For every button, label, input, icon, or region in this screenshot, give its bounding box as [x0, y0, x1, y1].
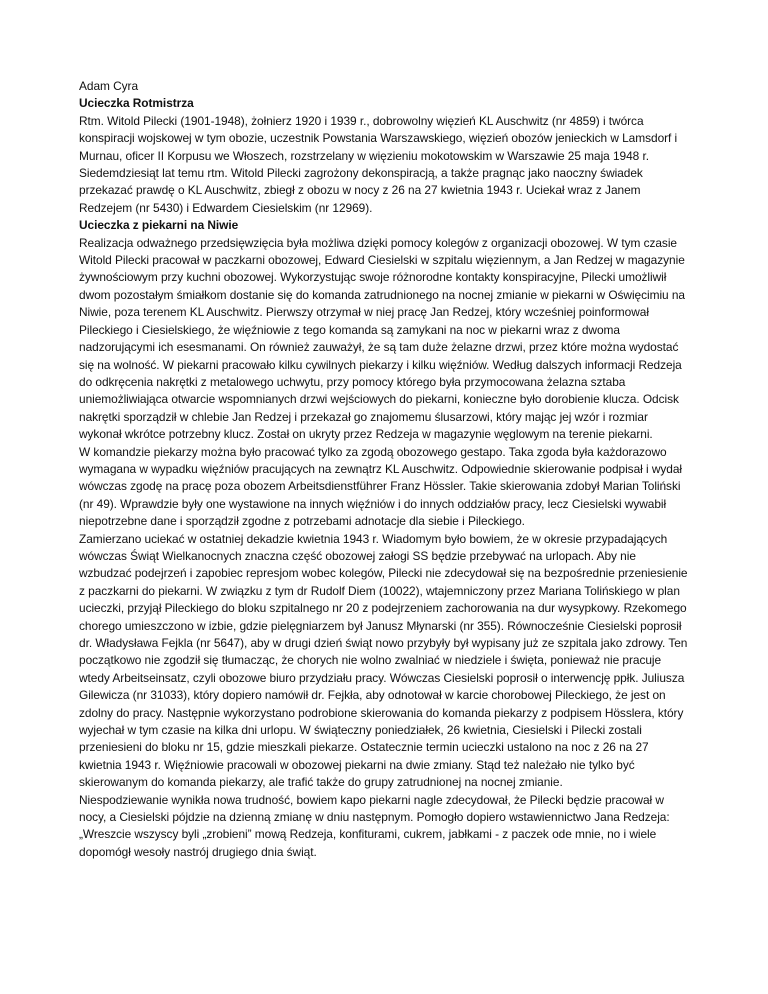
body-paragraph: Zamierzano uciekać w ostatniej dekadzie kwietnia 1943 r. Wiadomym było bowiem, że w okresie przypadających wówczas Świąt Wielkanocnych znaczna część obozowej załogi SS będzie przebywać na urlopach. Aby nie wzbudzać podejrzeń i zapobiec represjom wobec kolegów, Pilecki nie zdecydował się na bezpośrednie przeniesienie z paczkarni do piekarni. W związku z tym dr Rudolf Diem (10022), wtajemniczony przez Mariana Tolińskiego w plan ucieczki, przyjął Pileckiego do bloku szpitalnego nr 20 z podejrzeniem zachorowania na dur wysypkowy. Rzekomego chorego umieszczono w izbie, gdzie pielęgniarzem był Janusz Młynarski (nr 355). Równocześnie Ciesielski poprosił dr. Władysława Fejkla (nr 5647), aby w drugi dzień świąt nowo przybyły był wypisany już ze szpitala jako zdrowy. Ten początkowo nie zgodził się tłumacząc, że chorych nie wolno zwalniać w niedziele i święta, ponieważ nie pracuje wtedy Arbeitseinsatz, czyli obozowe biuro przydziału pracy. Wówczas Ciesielski poprosił o interwencję ppłk. Juliusza Gilewicza (nr 31033), który dopiero namówił dr. Fejkła, aby odnotował w karcie chorobowej Pileckiego, że jest on zdolny do pracy. Następnie wykorzystano podrobione skierowania do komanda piekarzy z podpisem Hösslera, który wyjechał w tym czasie na kilka dni urlopu. W świąteczny poniedziałek, 26 kwietnia, Ciesielski i Pilecki zostali przeniesieni do bloku nr 15, gdzie mieszkali piekarze. Ostatecznie termin ucieczki ustalono na noc z 26 na 27 kwietnia 1943 r. Więźniowie pracowali w obozowej piekarni na dwie zmiany. Stąd też należało nie tylko być skierowanym do komanda piekarzy, ale trafić także do grupy zatrudnionej na nocnej zmianie. — [79, 531, 688, 790]
document-title: Ucieczka Rotmistrza — [79, 96, 194, 111]
body-paragraph: W komandzie piekarzy można było pracować tylko za zgodą obozowego gestapo. Taka zgoda była każdorazowo wymagana w wypadku więźniów pracujących na zewnątrz KL Auschwitz. Odpowiednie skierowanie podpisał i wydał wówczas zgodę na pracę poza obozem Arbeitsdienstführer Franz Hössler. Takie skierowania zdobył Marian Toliński (nr 49). Wprawdzie były one wystawione na innych więźniów i do innych oddziałów pracy, lecz Ciesielski wywabił niepotrzebne dane i sporządził zgodne z potrzebami adnotacje dla siebie i Pileckiego. — [79, 444, 682, 529]
document-body — [79, 78, 689, 861]
author-name: Adam Cyra — [79, 79, 139, 93]
section-heading: Ucieczka z piekarni na Niwie — [79, 218, 239, 233]
intro-paragraph: Rtm. Witold Pilecki (1901-1948), żołnierz 1920 i 1939 r., dobrowolny więzień KL Auschwitz (nr 4859) i twórca konspiracji wojskowej w tym obozie, uczestnik Powstania Warszawskiego, więzień obozów jenieckich w Lamsdorf i Murnau, oficer II Korpusu we Włoszech, rozstrzelany w więzieniu mokotowskim w Warszawie 25 maja 1948 r. — [79, 113, 678, 163]
body-paragraph: Niespodziewanie wynikła nowa trudność, bowiem kapo piekarni nagle zdecydował, że Pilecki będzie pracował w nocy, a Ciesielski pójdzie na dzienną zmianę w dniu następnym. Pomogło dopiero wstawiennictwo Jana Redzeja: „Wreszcie wszyscy byli „zrobieni” mową Redzeja, konfiturami, cukrem, jabłkami - z paczek ode mnie, no i wiele dopomógł wesoły nastrój drugiego dnia świąt. — [79, 792, 670, 859]
summary-paragraph: Siedemdziesiąt lat temu rtm. Witold Pilecki zagrożony dekonspiracją, a także pragnąc jako naoczny świadek przekazać prawdę o KL Auschwitz, zbiegł z obozu w nocy z 26 na 27 kwietnia 1943 r. Uciekał wraz z Janem Redzejem (nr 5430) i Edwardem Ciesielskim (nr 12969). — [79, 166, 643, 215]
body-paragraph: Realizacja odważnego przedsięwzięcia była możliwa dzięki pomocy kolegów z organizacji obozowej. W tym czasie Witold Pilecki pracował w paczkarni obozowej, Edward Ciesielski w szpitalu więziennym, a Jan Redzej w magazynie żywnościowym przy kuchni obozowej. Wykorzystując swoje różnorodne kontakty konspiracyjne, Pilecki umożliwił dwom pozostałym śmiałkom dostanie się do komanda zatrudnionego na nocnej zmianie w piekarni w Oświęcimiu na Niwie, poza terenem KL Auschwitz. Pierwszy otrzymał w niej pracę Jan Redzej, który wcześniej poinformował Pileckiego i Ciesielskiego, że więźniowie z tego komanda są zamykani na noc w piekarni wraz z dwoma nadzorującymi ich esesmanami. On również zauważył, że są tam duże żelazne drzwi, przez które można wydostać się na wolność. W piekarni pracowało kilku cywilnych piekarzy i kilku więźniów. Według dalszych informacji Redzeja do odkręcenia nakrętki z metalowego uchwytu, przy pomocy którego była przymocowana żelazna sztaba uniemożliwiająca otwarcie wspomnianych drzwi wejściowych do piekarni, konieczne było dorobienie klucza. Odcisk nakrętki sporządził w chlebie Jan Redzej i przekazał go znajomemu ślusarzowi, który mając jej wzór i rozmiar wykonał wkrótce potrzebny klucz. Został on ukryty przez Redzeja w magazynie węglowym na terenie piekarni. — [79, 235, 685, 442]
